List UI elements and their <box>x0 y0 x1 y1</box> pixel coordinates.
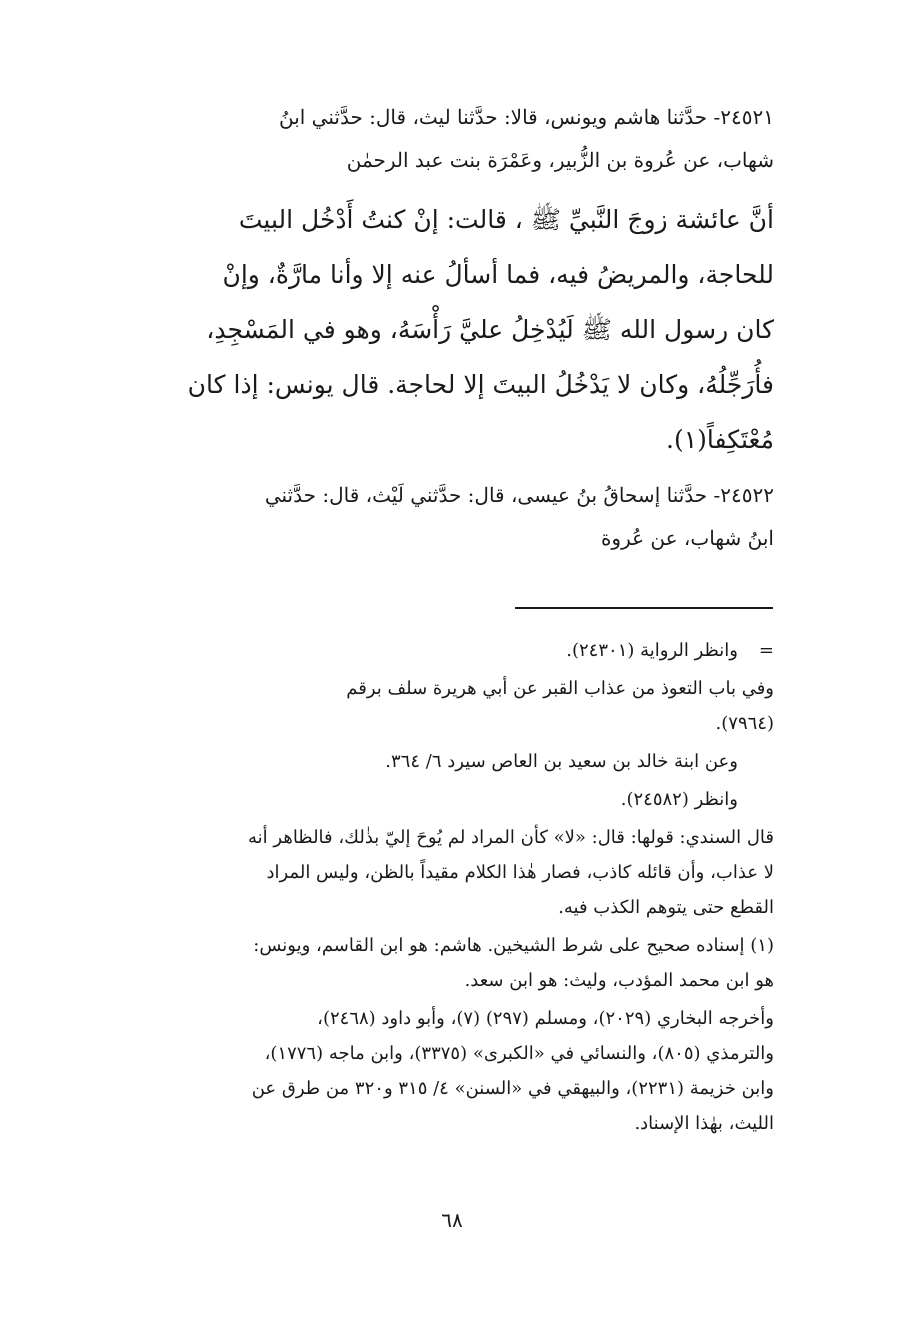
footnote-paragraph <box>80 744 774 779</box>
text-line: ٢٤٥٢١- حدَّثنا هاشم ويونس، قالا: حدَّثنا ليث، قال: حدَّثني ابنُ <box>278 105 774 129</box>
text-line <box>80 633 774 668</box>
page-number: ٦٨ <box>441 1208 463 1232</box>
text-line: ٢٤٥٢٢- حدَّثنا إسحاقُ بنُ عيسى، قال: حدَّثني لَيْث، قال: حدَّثني <box>264 483 774 507</box>
text-line: هو ابن محمد المؤدب، وليث: هو ابن سعد. <box>464 970 774 991</box>
hadith-24521-isnad <box>80 96 774 182</box>
footnote-text: وانظر الرواية (٢٤٣٠١). <box>566 640 738 661</box>
text-line: وعن ابنة خالد بن سعيد بن العاص سيرد ٦/ ٣٦٤. <box>385 751 738 772</box>
text-line: كان رسول الله ﷺ لَيُدْخِلُ عليَّ رَأْسَهُ، وهو في المَسْجِدِ، <box>206 315 774 344</box>
hadith-24521-matn <box>80 192 774 467</box>
footnote-paragraph <box>80 928 774 998</box>
text-line: قال السندي: قولها: قال: «لا» كأن المراد لم يُوحَ إليّ بذٰلك، فالظاهر أنه <box>248 827 774 848</box>
hadith-24522-isnad <box>80 474 774 560</box>
footnotes <box>80 633 774 1144</box>
text-line: القطع حتى يتوهم الكذب فيه. <box>558 897 774 918</box>
text-line: وفي باب التعوذ من عذاب القبر عن أبي هريرة سلف برقم <box>346 678 774 699</box>
text-line: (١) إسناده صحيح على شرط الشيخين. هاشم: هو ابن القاسم، ويونس: <box>253 935 774 956</box>
text-line: وابن خزيمة (٢٢٣١)، والبيهقي في «السنن» ٤/ ٣١٥ و٣٢٠ من طرق عن <box>251 1078 774 1099</box>
text-line: الليث، بهٰذا الإسناد. <box>634 1113 774 1134</box>
text-line: لا عذاب، وأن قائله كاذب، فصار هٰذا الكلام مقيداً بالظن، وليس المراد <box>266 862 774 883</box>
text-line: أنَّ عائشة زوجَ النَّبيِّ ﷺ ، قالت: إنْ كنتُ أَدْخُل البيتَ <box>238 205 774 234</box>
text-line: وأخرجه البخاري (٢٠٢٩)، ومسلم (٢٩٧) (٧)، وأبو داود (٢٤٦٨)، <box>317 1008 774 1029</box>
text-line: مُعْتَكِفاً(١). <box>666 425 774 454</box>
footnote-separator <box>515 607 773 609</box>
footnote-paragraph <box>80 782 774 817</box>
text-line: ابنُ شهاب، عن عُروة <box>600 526 774 550</box>
text-line: وانظر (٢٤٥٨٢). <box>620 789 738 810</box>
footnote-paragraph <box>80 1001 774 1141</box>
continuation-mark: = <box>758 640 774 661</box>
footnote-paragraph <box>80 633 774 668</box>
footnote-paragraph <box>80 820 774 925</box>
text-line: والترمذي (٨٠٥)، والنسائي في «الكبرى» (٣٣٧٥)، وابن ماجه (١٧٧٦)، <box>264 1043 774 1064</box>
text-line: (٧٩٦٤). <box>715 713 774 734</box>
text-line: للحاجة، والمريضُ فيه، فما أسألُ عنه إلا وأنا مارَّةٌ، وإنْ <box>222 260 774 289</box>
footnote-paragraph <box>80 671 774 741</box>
text-line: فأُرَجِّلُهُ، وكان لا يَدْخُلُ البيتَ إلا لحاجة. قال يونس: إذا كان <box>187 370 774 399</box>
text-line: شهاب، عن عُروة بن الزُّبير، وعَمْرَة بنت عبد الرحمٰن <box>346 148 774 172</box>
